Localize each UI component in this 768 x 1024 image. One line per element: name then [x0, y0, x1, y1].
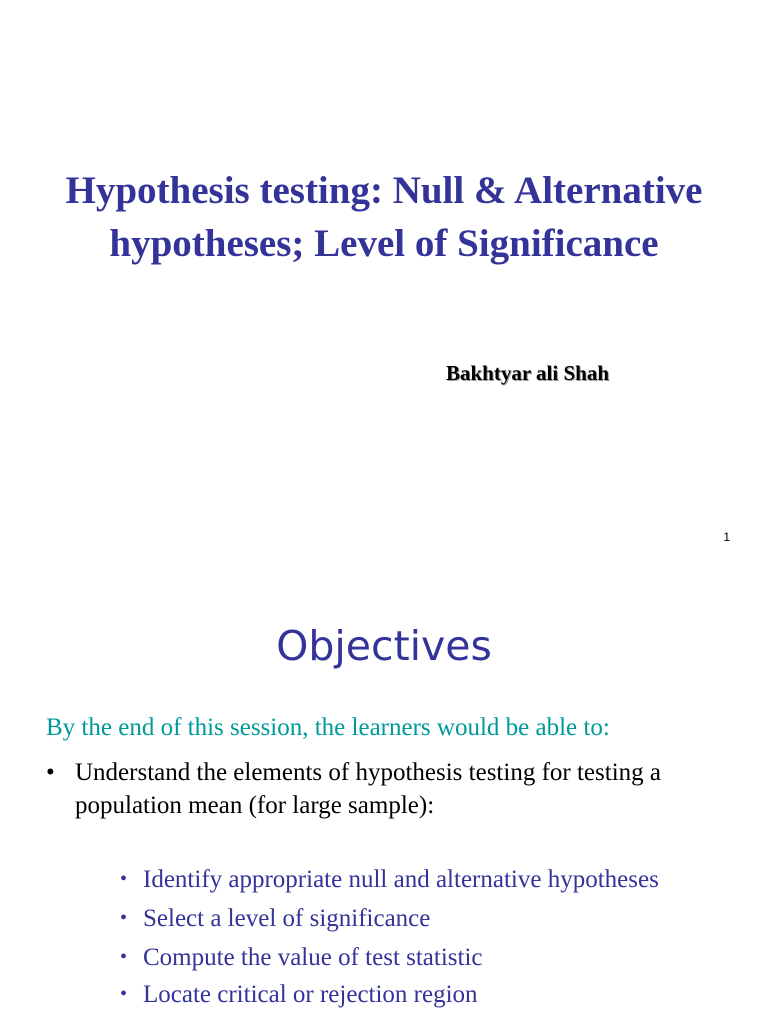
sub-objective-item [120, 979, 740, 1011]
bullet-marker: • [120, 946, 128, 968]
slide-title: Hypothesis testing: Null & Alternative hypotheses; Level of Significance [65, 169, 703, 265]
sub-objective-item [120, 864, 740, 896]
sub-objective-text: Compute the value of test statistic [143, 944, 483, 971]
objectives-slide [0, 576, 768, 1024]
sub-objective-text: Identify appropriate null and alternative hypotheses [143, 866, 659, 893]
sub-objective-item [120, 903, 740, 935]
main-objective-text: Understand the elements of hypothesis testing for testing a population mean (for large sample): [75, 759, 661, 819]
page-number: 1 [723, 530, 730, 544]
sub-objective-text: Select a level of significance [143, 905, 431, 932]
objectives-intro: By the end of this session, the learners would be able to: [46, 714, 610, 741]
bullet-marker: • [120, 868, 128, 890]
sub-objective-item [120, 942, 740, 974]
main-objective [46, 756, 746, 822]
sub-objective-text: Locate critical or rejection region [143, 981, 478, 1008]
bullet-marker: • [120, 907, 128, 929]
bullet-marker: • [120, 983, 128, 1005]
objectives-heading: Objectives [276, 622, 492, 670]
sub-objectives-list [120, 864, 740, 1018]
author-name: Bakhtyar ali Shah [446, 361, 610, 385]
bullet-marker: • [46, 759, 55, 786]
